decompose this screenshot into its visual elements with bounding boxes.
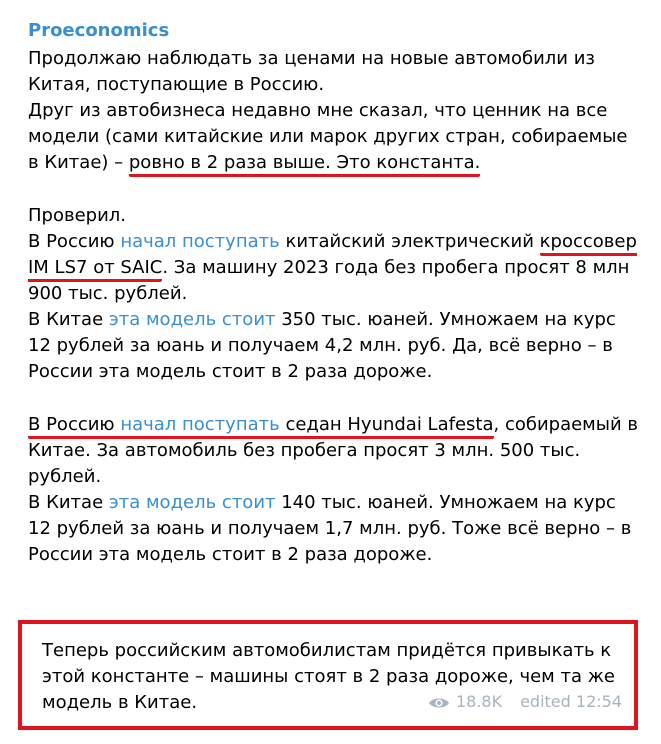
underlined-constant: ровно в 2 раза выше. Это константа. <box>129 152 481 177</box>
text-segment: , собираемый в Китае. За автомобиль без пробега просят 3 млн. 500 тыс. рублей. <box>28 414 639 487</box>
view-count: 18.8K <box>455 692 503 711</box>
paragraph-friend <box>28 98 640 176</box>
paragraph-checked: Проверил. <box>28 205 127 226</box>
text-segment: Друг из автобизнеса недавно мне сказал, что ценник на все модели (сами китайские или марок других стран, собираемые в Китае) – <box>28 100 628 173</box>
message-text <box>28 46 640 568</box>
text-segment: В Китае <box>28 492 109 513</box>
link-started-arriving-2[interactable]: начал поступать <box>120 414 280 435</box>
underlined-model-saic: кроссовер IM LS7 от SAIC <box>28 231 637 282</box>
channel-name[interactable]: Proeconomics <box>28 20 170 41</box>
text-segment: 350 тыс. юаней. Умножаем на курс 12 рублей за юань и получаем 4,2 млн. руб. Да, всё верно – в России эта модель стоит в 2 раза дороже. <box>28 309 616 382</box>
text-segment: В Россию <box>28 231 121 252</box>
paragraph-intro: Продолжаю наблюдать за ценами на новые автомобили из Китая, поступающие в Россию. <box>28 48 595 95</box>
text-segment: В Китае <box>28 309 109 330</box>
underlined-hyundai <box>28 414 494 439</box>
eye-icon <box>428 695 450 709</box>
link-started-arriving-1[interactable]: начал поступать <box>120 231 280 252</box>
message-bubble <box>14 6 646 738</box>
message-meta <box>428 692 622 712</box>
edited-time: edited 12:54 <box>520 692 622 711</box>
conclusion-text: Теперь российским автомобилистам придётся привыкать к этой константе – машины стоят в 2 раза дороже, чем та же модель в Китае. <box>42 640 615 713</box>
text-segment: В Россию <box>28 414 121 435</box>
link-model-price-2[interactable]: эта модель стоит <box>108 492 276 513</box>
conclusion-highlight-box <box>18 620 638 730</box>
link-model-price-1[interactable]: эта модель стоит <box>108 309 276 330</box>
paragraph-saic-china <box>28 307 640 385</box>
paragraph-hyundai-china <box>28 490 640 568</box>
text-segment: китайский электрический <box>279 231 540 252</box>
text-segment: седан Hyundai Lafesta <box>279 414 494 435</box>
paragraph-hyundai <box>28 412 640 490</box>
text-segment: 140 тыс. юаней. Умножаем на курс 12 рублей за юань и получаем 1,7 млн. руб. Тоже всё верно – в России эта модель стоит в 2 раза дороже. <box>28 492 632 565</box>
text-segment: . За машину 2023 года без пробега просят 8 млн 900 тыс. рублей. <box>28 257 630 304</box>
paragraph-saic <box>28 229 640 307</box>
